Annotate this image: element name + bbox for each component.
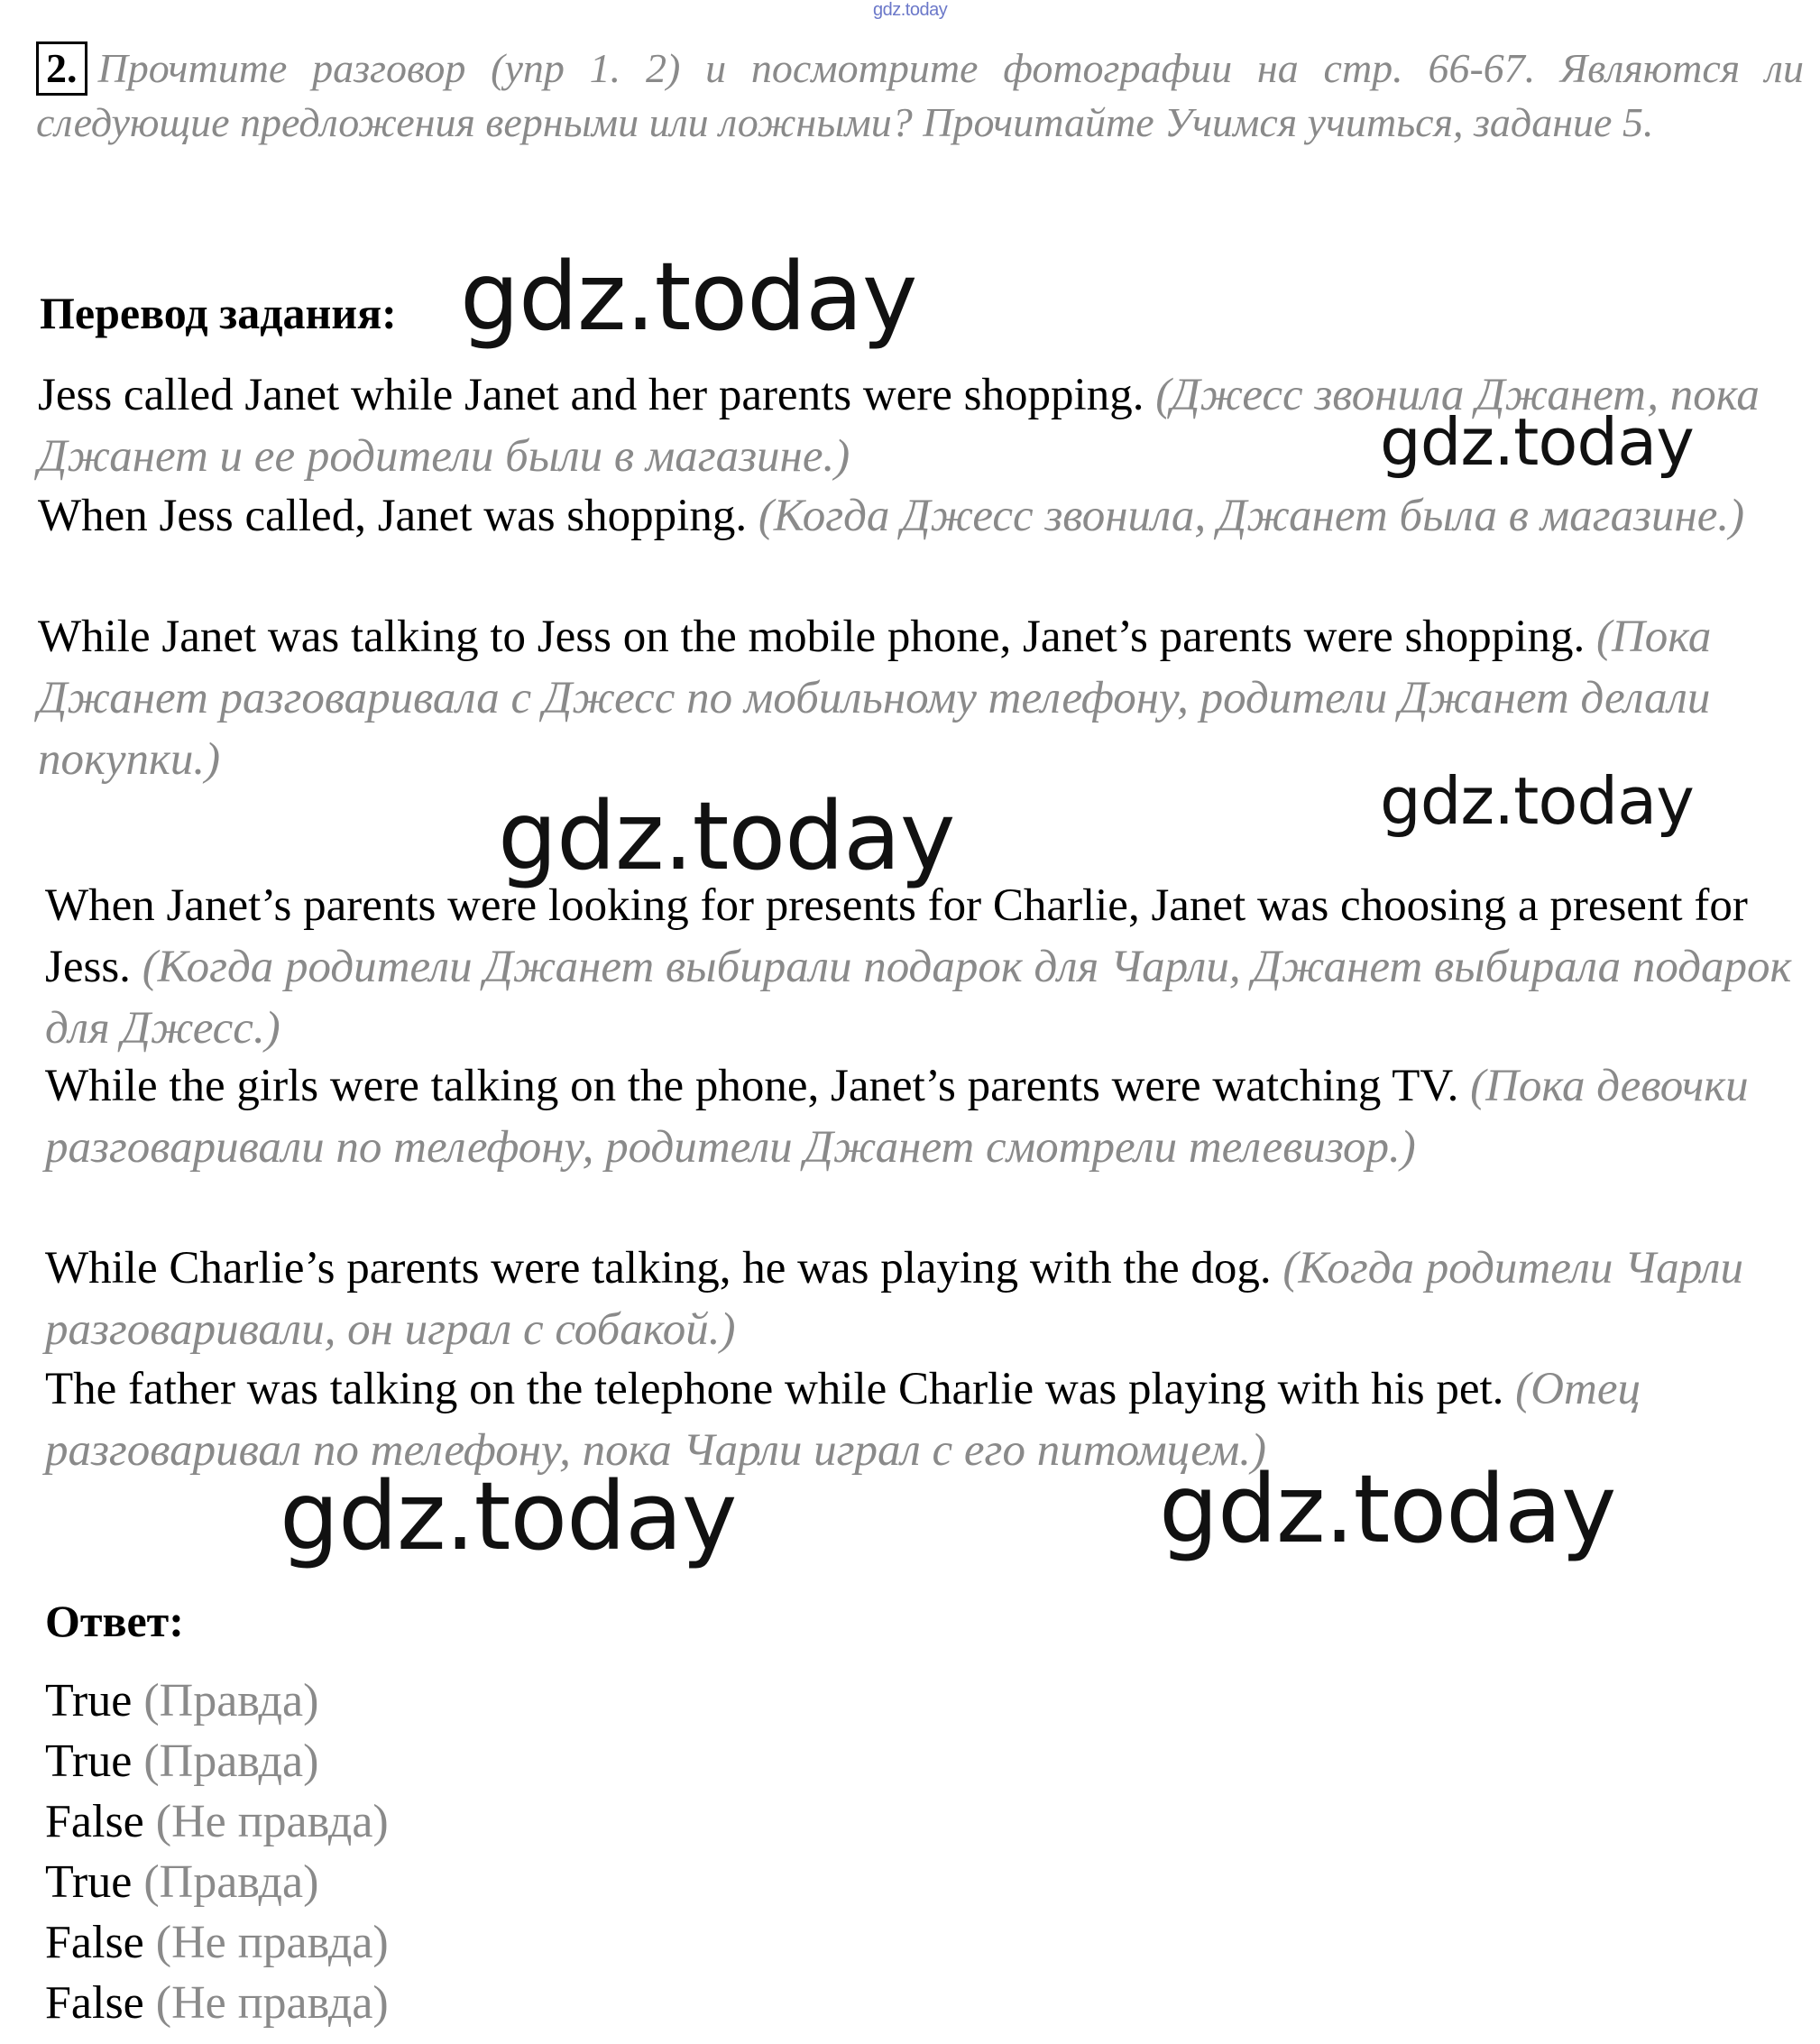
answer-translation: (Правда) [143, 1675, 319, 1726]
answer-heading: Ответ: [45, 1596, 184, 1646]
sentence-english: When Janet’s parents were looking for presents for Charlie, Janet was choosing a present for Jess. [45, 880, 1748, 992]
sentence-translation: (Отец разговаривал по телефону, пока Чарли играл с его питомцем.) [45, 1364, 1641, 1476]
task-instruction [36, 41, 1804, 150]
sentence-english: While Janet was talking to Jess on the mobile phone, Janet’s parents were shopping. [38, 612, 1586, 662]
sentence-translation: (Пока Джанет разговаривала с Джесс по мобильному телефону, родители Джанет делали покупки.) [38, 612, 1712, 785]
answer-item [45, 1791, 389, 1852]
watermark: gdz.today [1159, 1454, 1616, 1564]
watermark: gdz.today [280, 1461, 737, 1571]
answer-translation: (Правда) [143, 1856, 319, 1908]
sentence-translation: (Когда родители Джанет выбирали подарок для Чарли, Джанет выбирала подарок для Джесс.) [45, 942, 1792, 1054]
answer-item [45, 1852, 389, 1912]
answer-translation: (Не правда) [155, 1977, 389, 2029]
sentence-english: While Charlie’s parents were talking, he was playing with the dog. [45, 1243, 1272, 1294]
sentence-translation: (Когда Джесс звонила, Джанет была в магазине.) [758, 491, 1745, 541]
answer-value: True [45, 1856, 133, 1908]
answer-translation: (Правда) [143, 1736, 319, 1787]
sentence-english: The father was talking on the telephone while Charlie was playing with his pet. [45, 1364, 1504, 1414]
sentence-translation: (Пока девочки разговаривали по телефону, родители Джанет смотрели телевизор.) [45, 1061, 1749, 1173]
sentence-translation: (Когда родители Чарли разговаривали, он играл с собакой.) [45, 1243, 1744, 1355]
task-text: Прочтите разговор (упр 1. 2) и посмотрите фотографии на стр. 66-67. Являются ли следующие предложения верными или ложными? Прочитайте Учимся учиться, задание 5. [36, 45, 1804, 145]
sentence-5 [45, 1055, 1795, 1178]
sentence-english: When Jess called, Janet was shopping. [38, 491, 748, 541]
answer-value: False [45, 1917, 144, 1968]
translation-heading: Перевод задания: [40, 288, 397, 338]
answer-value: False [45, 1796, 144, 1847]
answer-translation: (Не правда) [155, 1796, 389, 1847]
answer-item [45, 1671, 389, 1731]
sentence-4 [45, 875, 1795, 1059]
sentence-english: Jess called Janet while Janet and her parents were shopping. [38, 370, 1144, 420]
sentence-6 [45, 1238, 1795, 1360]
sentence-translation: (Джесс звонила Джанет, пока Джанет и ее родители были в магазине.) [38, 370, 1760, 482]
top-watermark: gdz.today [873, 0, 948, 20]
answer-item [45, 1912, 389, 1973]
answer-item [45, 1973, 389, 2033]
answer-value: False [45, 1977, 144, 2029]
answer-translation: (Не правда) [155, 1917, 389, 1968]
sentence-english: While the girls were talking on the phone, Janet’s parents were watching TV. [45, 1061, 1459, 1111]
answer-list [45, 1671, 389, 2033]
watermark: gdz.today [460, 242, 917, 352]
watermark: gdz.today [1380, 763, 1694, 839]
watermark: gdz.today [498, 781, 955, 891]
answer-value: True [45, 1736, 133, 1787]
answer-item [45, 1731, 389, 1791]
watermark: gdz.today [1380, 404, 1694, 480]
sentence-2 [38, 485, 1788, 547]
task-number: 2. [36, 41, 87, 96]
answer-value: True [45, 1675, 133, 1726]
